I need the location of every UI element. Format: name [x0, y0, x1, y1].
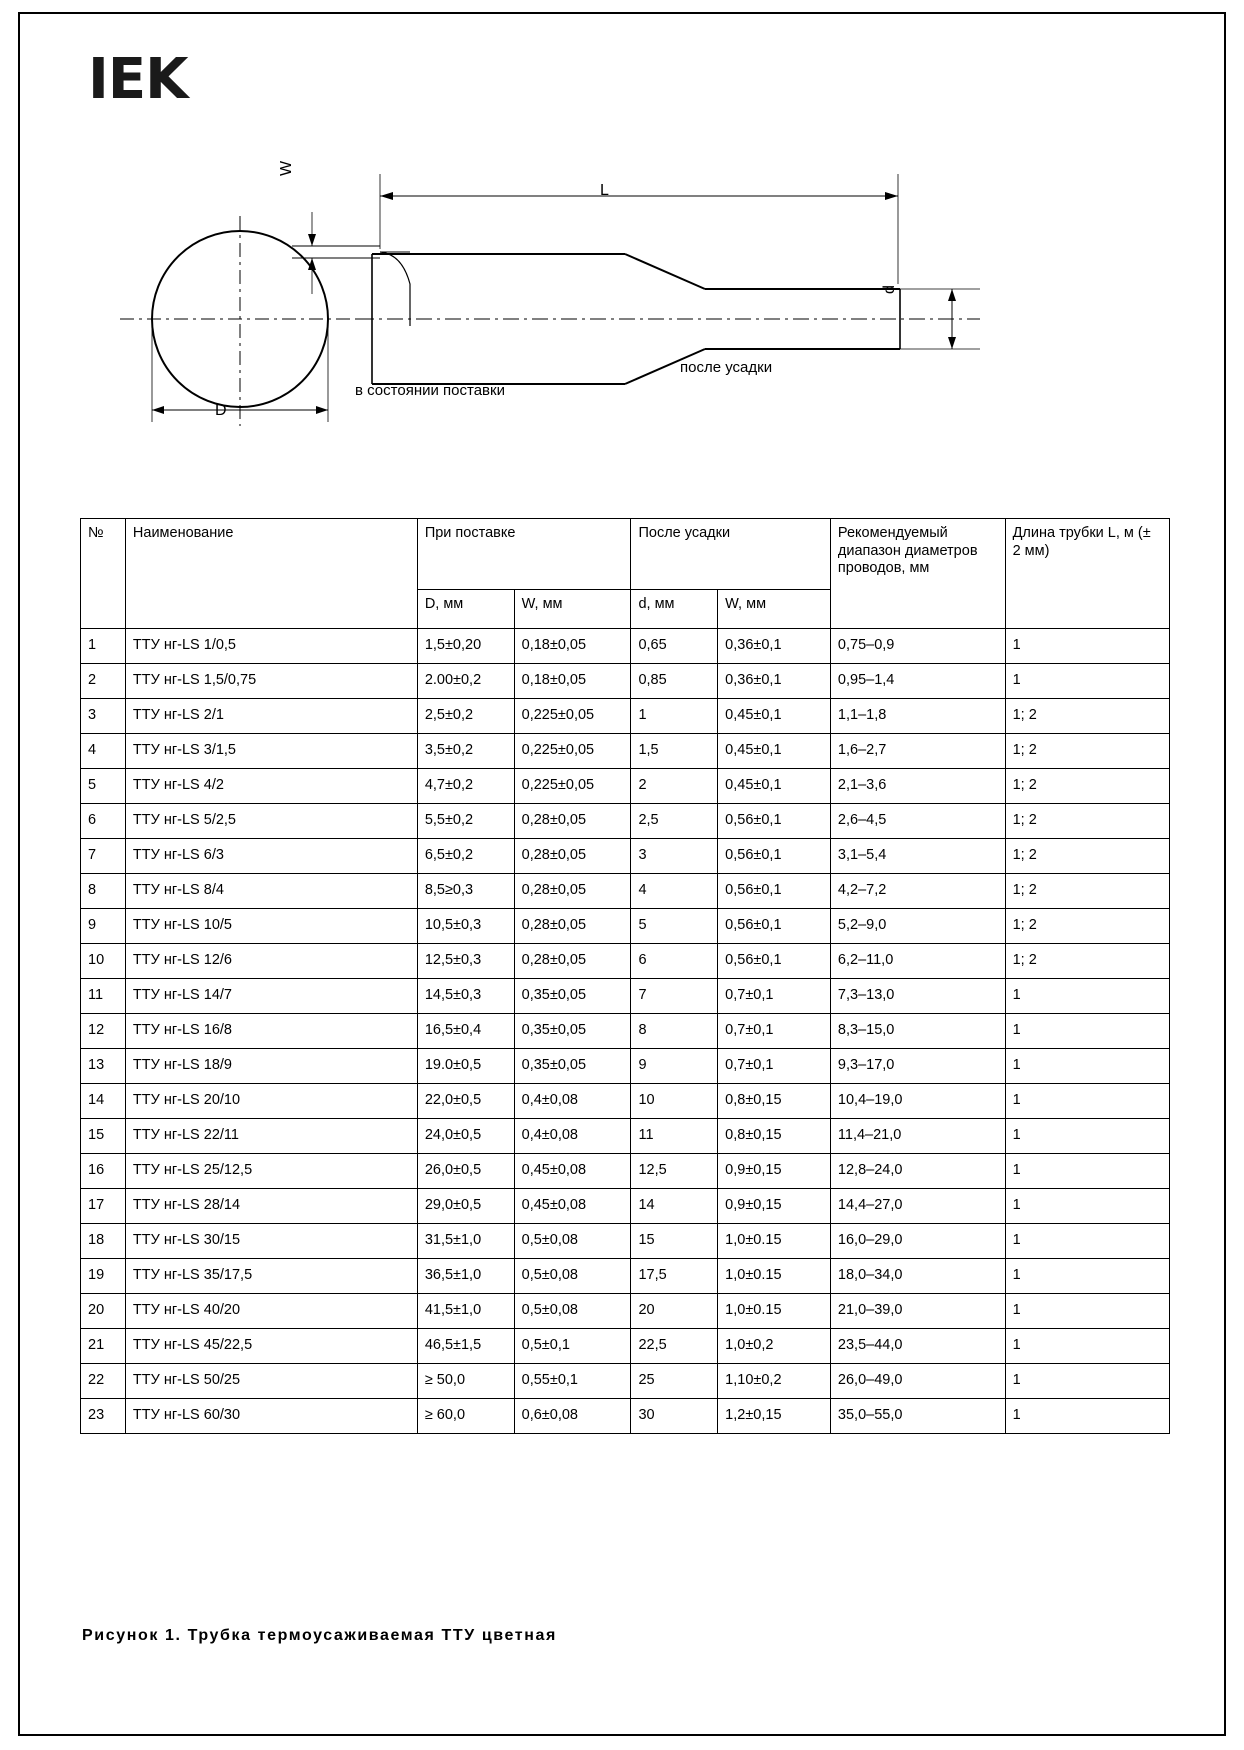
cell-d-supply: 12,5±0,3 — [417, 944, 514, 979]
cell-d-supply: 46,5±1,5 — [417, 1329, 514, 1364]
cell-number: 3 — [81, 699, 126, 734]
cell-w-shrunk: 1,0±0.15 — [718, 1259, 831, 1294]
cell-w-supply: 0,45±0,08 — [514, 1189, 631, 1224]
specification-table-wrapper — [80, 518, 1170, 1434]
product-diagram — [80, 154, 1080, 494]
cell-name: ТТУ нг-LS 40/20 — [125, 1294, 417, 1329]
cell-w-supply: 0,55±0,1 — [514, 1364, 631, 1399]
cell-d-supply: 3,5±0,2 — [417, 734, 514, 769]
cell-w-shrunk: 0,56±0,1 — [718, 839, 831, 874]
col-header-range: Рекомендуемый диапазон диаметров проводов, мм — [830, 519, 1005, 629]
cell-range: 11,4–21,0 — [830, 1119, 1005, 1154]
cell-d-supply: 1,5±0,20 — [417, 629, 514, 664]
table-row — [81, 1364, 1170, 1399]
cell-w-supply: 0,225±0,05 — [514, 769, 631, 804]
cell-name: ТТУ нг-LS 10/5 — [125, 909, 417, 944]
table-row — [81, 1084, 1170, 1119]
cell-range: 10,4–19,0 — [830, 1084, 1005, 1119]
cell-number: 4 — [81, 734, 126, 769]
cell-range: 8,3–15,0 — [830, 1014, 1005, 1049]
cell-name: ТТУ нг-LS 4/2 — [125, 769, 417, 804]
cell-d-shrunk: 1,5 — [631, 734, 718, 769]
cell-range: 18,0–34,0 — [830, 1259, 1005, 1294]
cell-number: 6 — [81, 804, 126, 839]
cell-d-supply: 2.00±0,2 — [417, 664, 514, 699]
table-row — [81, 979, 1170, 1014]
cell-number: 9 — [81, 909, 126, 944]
col-header-supply: При поставке — [417, 519, 631, 590]
cell-number: 2 — [81, 664, 126, 699]
cell-name: ТТУ нг-LS 1/0,5 — [125, 629, 417, 664]
cell-w-supply: 0,5±0,08 — [514, 1259, 631, 1294]
cell-d-supply: ≥ 60,0 — [417, 1399, 514, 1434]
table-row — [81, 1049, 1170, 1084]
cell-name: ТТУ нг-LS 60/30 — [125, 1399, 417, 1434]
cell-length: 1; 2 — [1005, 944, 1169, 979]
cell-d-supply: 10,5±0,3 — [417, 909, 514, 944]
cell-d-shrunk: 14 — [631, 1189, 718, 1224]
cell-w-supply: 0,4±0,08 — [514, 1119, 631, 1154]
cell-d-shrunk: 11 — [631, 1119, 718, 1154]
document-page — [18, 12, 1226, 1736]
table-header — [81, 519, 1170, 629]
cell-w-supply: 0,28±0,05 — [514, 804, 631, 839]
cell-number: 21 — [81, 1329, 126, 1364]
figure-label-d: d — [881, 285, 898, 294]
table-row — [81, 1399, 1170, 1434]
figure-label-supply-state: в состоянии поставки — [355, 382, 505, 399]
cell-name: ТТУ нг-LS 8/4 — [125, 874, 417, 909]
cell-length: 1 — [1005, 1364, 1169, 1399]
cell-d-shrunk: 25 — [631, 1364, 718, 1399]
cell-number: 23 — [81, 1399, 126, 1434]
cell-number: 12 — [81, 1014, 126, 1049]
cell-w-shrunk: 0,56±0,1 — [718, 909, 831, 944]
cell-range: 0,95–1,4 — [830, 664, 1005, 699]
cell-d-shrunk: 0,65 — [631, 629, 718, 664]
cell-d-supply: 5,5±0,2 — [417, 804, 514, 839]
cell-range: 35,0–55,0 — [830, 1399, 1005, 1434]
cell-w-supply: 0,28±0,05 — [514, 874, 631, 909]
cell-number: 22 — [81, 1364, 126, 1399]
cell-name: ТТУ нг-LS 45/22,5 — [125, 1329, 417, 1364]
cell-d-supply: 24,0±0,5 — [417, 1119, 514, 1154]
cell-number: 19 — [81, 1259, 126, 1294]
cell-name: ТТУ нг-LS 2/1 — [125, 699, 417, 734]
cell-w-supply: 0,35±0,05 — [514, 979, 631, 1014]
cell-range: 2,1–3,6 — [830, 769, 1005, 804]
col-header-number: № — [81, 519, 126, 629]
col-header-shrunk: После усадки — [631, 519, 830, 590]
cell-w-shrunk: 0,7±0,1 — [718, 1014, 831, 1049]
cell-range: 4,2–7,2 — [830, 874, 1005, 909]
cell-d-supply: 29,0±0,5 — [417, 1189, 514, 1224]
table-row — [81, 769, 1170, 804]
cell-range: 9,3–17,0 — [830, 1049, 1005, 1084]
cell-d-shrunk: 22,5 — [631, 1329, 718, 1364]
cell-d-supply: 8,5≥0,3 — [417, 874, 514, 909]
figure-caption: Рисунок 1. Трубка термоусаживаемая ТТУ цветная — [82, 1627, 557, 1644]
cell-w-shrunk: 1,0±0.15 — [718, 1224, 831, 1259]
cell-d-shrunk: 1 — [631, 699, 718, 734]
table-row — [81, 1154, 1170, 1189]
cell-w-supply: 0,4±0,08 — [514, 1084, 631, 1119]
cell-d-supply: 22,0±0,5 — [417, 1084, 514, 1119]
cell-w-shrunk: 0,9±0,15 — [718, 1189, 831, 1224]
cell-length: 1; 2 — [1005, 699, 1169, 734]
cell-length: 1 — [1005, 1224, 1169, 1259]
cell-range: 26,0–49,0 — [830, 1364, 1005, 1399]
cell-number: 16 — [81, 1154, 126, 1189]
cell-range: 0,75–0,9 — [830, 629, 1005, 664]
cell-number: 7 — [81, 839, 126, 874]
table-row — [81, 874, 1170, 909]
table-row — [81, 1119, 1170, 1154]
table-row — [81, 839, 1170, 874]
cell-length: 1; 2 — [1005, 909, 1169, 944]
cell-d-shrunk: 8 — [631, 1014, 718, 1049]
cell-w-supply: 0,45±0,08 — [514, 1154, 631, 1189]
cell-range: 7,3–13,0 — [830, 979, 1005, 1014]
cell-w-supply: 0,225±0,05 — [514, 734, 631, 769]
cell-d-supply: 41,5±1,0 — [417, 1294, 514, 1329]
cell-range: 3,1–5,4 — [830, 839, 1005, 874]
table-row — [81, 804, 1170, 839]
cell-w-supply: 0,5±0,08 — [514, 1294, 631, 1329]
cell-range: 14,4–27,0 — [830, 1189, 1005, 1224]
table-row — [81, 1189, 1170, 1224]
table-row — [81, 1014, 1170, 1049]
cell-length: 1; 2 — [1005, 874, 1169, 909]
cell-length: 1; 2 — [1005, 734, 1169, 769]
cell-number: 10 — [81, 944, 126, 979]
cell-w-supply: 0,225±0,05 — [514, 699, 631, 734]
table-body — [81, 629, 1170, 1434]
cell-d-supply: 19.0±0,5 — [417, 1049, 514, 1084]
cell-name: ТТУ нг-LS 50/25 — [125, 1364, 417, 1399]
table-header-row-1 — [81, 519, 1170, 590]
cell-range: 16,0–29,0 — [830, 1224, 1005, 1259]
cell-w-shrunk: 0,36±0,1 — [718, 664, 831, 699]
cell-number: 18 — [81, 1224, 126, 1259]
cell-d-shrunk: 10 — [631, 1084, 718, 1119]
cell-range: 6,2–11,0 — [830, 944, 1005, 979]
cell-number: 1 — [81, 629, 126, 664]
cell-range: 21,0–39,0 — [830, 1294, 1005, 1329]
col-header-d-shrunk: d, мм — [631, 590, 718, 629]
cell-d-shrunk: 9 — [631, 1049, 718, 1084]
cell-name: ТТУ нг-LS 1,5/0,75 — [125, 664, 417, 699]
table-row — [81, 1329, 1170, 1364]
cell-name: ТТУ нг-LS 6/3 — [125, 839, 417, 874]
table-row — [81, 734, 1170, 769]
cell-length: 1 — [1005, 1084, 1169, 1119]
cell-w-shrunk: 0,56±0,1 — [718, 804, 831, 839]
cell-w-shrunk: 0,36±0,1 — [718, 629, 831, 664]
cell-name: ТТУ нг-LS 35/17,5 — [125, 1259, 417, 1294]
table-row — [81, 629, 1170, 664]
cell-number: 14 — [81, 1084, 126, 1119]
figure-label-D: D — [215, 402, 227, 419]
cell-length: 1; 2 — [1005, 769, 1169, 804]
cell-w-shrunk: 0,45±0,1 — [718, 734, 831, 769]
cell-w-supply: 0,35±0,05 — [514, 1049, 631, 1084]
cell-w-shrunk: 1,0±0,2 — [718, 1329, 831, 1364]
cell-number: 15 — [81, 1119, 126, 1154]
cell-d-supply: 14,5±0,3 — [417, 979, 514, 1014]
table-row — [81, 1294, 1170, 1329]
iek-logo: IEK — [88, 47, 188, 112]
cell-length: 1 — [1005, 1189, 1169, 1224]
cell-range: 1,6–2,7 — [830, 734, 1005, 769]
cell-range: 5,2–9,0 — [830, 909, 1005, 944]
cell-length: 1; 2 — [1005, 804, 1169, 839]
cell-name: ТТУ нг-LS 22/11 — [125, 1119, 417, 1154]
cell-w-supply: 0,6±0,08 — [514, 1399, 631, 1434]
cell-w-supply: 0,28±0,05 — [514, 944, 631, 979]
cell-w-shrunk: 0,9±0,15 — [718, 1154, 831, 1189]
cell-name: ТТУ нг-LS 12/6 — [125, 944, 417, 979]
cell-d-shrunk: 2,5 — [631, 804, 718, 839]
cell-name: ТТУ нг-LS 28/14 — [125, 1189, 417, 1224]
cell-d-shrunk: 5 — [631, 909, 718, 944]
table-row — [81, 909, 1170, 944]
cell-range: 1,1–1,8 — [830, 699, 1005, 734]
cell-length: 1 — [1005, 1259, 1169, 1294]
cell-number: 13 — [81, 1049, 126, 1084]
cell-name: ТТУ нг-LS 25/12,5 — [125, 1154, 417, 1189]
figure-label-shrunk-state: после усадки — [680, 359, 773, 376]
table-row — [81, 944, 1170, 979]
cell-d-shrunk: 2 — [631, 769, 718, 804]
cell-w-shrunk: 0,45±0,1 — [718, 699, 831, 734]
cell-w-supply: 0,18±0,05 — [514, 629, 631, 664]
table-row — [81, 699, 1170, 734]
cell-w-shrunk: 0,7±0,1 — [718, 1049, 831, 1084]
cell-w-shrunk: 0,56±0,1 — [718, 944, 831, 979]
cell-w-shrunk: 0,7±0,1 — [718, 979, 831, 1014]
cell-length: 1 — [1005, 1154, 1169, 1189]
cell-d-supply: 2,5±0,2 — [417, 699, 514, 734]
cell-d-supply: 4,7±0,2 — [417, 769, 514, 804]
cell-d-supply: 26,0±0,5 — [417, 1154, 514, 1189]
cell-w-shrunk: 1,0±0.15 — [718, 1294, 831, 1329]
cell-range: 23,5–44,0 — [830, 1329, 1005, 1364]
cell-w-shrunk: 0,45±0,1 — [718, 769, 831, 804]
col-header-w-supply: W, мм — [514, 590, 631, 629]
table-row — [81, 664, 1170, 699]
cell-d-shrunk: 12,5 — [631, 1154, 718, 1189]
cell-d-shrunk: 20 — [631, 1294, 718, 1329]
cell-d-supply: 16,5±0,4 — [417, 1014, 514, 1049]
cell-d-shrunk: 4 — [631, 874, 718, 909]
figure-label-length: L — [600, 182, 609, 199]
cell-number: 20 — [81, 1294, 126, 1329]
cell-range: 12,8–24,0 — [830, 1154, 1005, 1189]
cell-d-supply: 6,5±0,2 — [417, 839, 514, 874]
cell-w-shrunk: 0,56±0,1 — [718, 874, 831, 909]
cell-name: ТТУ нг-LS 20/10 — [125, 1084, 417, 1119]
cell-d-shrunk: 15 — [631, 1224, 718, 1259]
cell-w-supply: 0,28±0,05 — [514, 839, 631, 874]
cell-length: 1 — [1005, 664, 1169, 699]
cell-number: 5 — [81, 769, 126, 804]
cell-w-shrunk: 0,8±0,15 — [718, 1084, 831, 1119]
cell-w-supply: 0,5±0,08 — [514, 1224, 631, 1259]
cell-d-shrunk: 0,85 — [631, 664, 718, 699]
cell-length: 1 — [1005, 1399, 1169, 1434]
cell-length: 1 — [1005, 1014, 1169, 1049]
col-header-length: Длина трубки L, м (± 2 мм) — [1005, 519, 1169, 629]
cell-length: 1 — [1005, 1119, 1169, 1154]
cell-d-shrunk: 6 — [631, 944, 718, 979]
cell-w-supply: 0,18±0,05 — [514, 664, 631, 699]
cell-range: 2,6–4,5 — [830, 804, 1005, 839]
col-header-name: Наименование — [125, 519, 417, 629]
col-header-d-supply: D, мм — [417, 590, 514, 629]
cell-length: 1 — [1005, 1049, 1169, 1084]
cell-length: 1 — [1005, 1329, 1169, 1364]
cell-name: ТТУ нг-LS 18/9 — [125, 1049, 417, 1084]
col-header-w-shrunk: W, мм — [718, 590, 831, 629]
cell-d-shrunk: 7 — [631, 979, 718, 1014]
cell-length: 1 — [1005, 1294, 1169, 1329]
cell-d-supply: ≥ 50,0 — [417, 1364, 514, 1399]
cell-number: 8 — [81, 874, 126, 909]
cell-w-supply: 0,28±0,05 — [514, 909, 631, 944]
cell-name: ТТУ нг-LS 16/8 — [125, 1014, 417, 1049]
cell-w-supply: 0,35±0,05 — [514, 1014, 631, 1049]
cell-name: ТТУ нг-LS 30/15 — [125, 1224, 417, 1259]
figure-label-W: W — [278, 160, 295, 176]
cell-w-shrunk: 0,8±0,15 — [718, 1119, 831, 1154]
cell-w-shrunk: 1,10±0,2 — [718, 1364, 831, 1399]
cell-name: ТТУ нг-LS 5/2,5 — [125, 804, 417, 839]
specification-table — [80, 518, 1170, 1434]
cell-d-shrunk: 17,5 — [631, 1259, 718, 1294]
cell-number: 17 — [81, 1189, 126, 1224]
cell-d-supply: 36,5±1,0 — [417, 1259, 514, 1294]
cell-d-supply: 31,5±1,0 — [417, 1224, 514, 1259]
table-row — [81, 1224, 1170, 1259]
table-row — [81, 1259, 1170, 1294]
cell-length: 1; 2 — [1005, 839, 1169, 874]
cell-w-supply: 0,5±0,1 — [514, 1329, 631, 1364]
cell-length: 1 — [1005, 979, 1169, 1014]
cell-w-shrunk: 1,2±0,15 — [718, 1399, 831, 1434]
cell-name: ТТУ нг-LS 14/7 — [125, 979, 417, 1014]
cell-name: ТТУ нг-LS 3/1,5 — [125, 734, 417, 769]
cell-d-shrunk: 3 — [631, 839, 718, 874]
cell-number: 11 — [81, 979, 126, 1014]
cell-d-shrunk: 30 — [631, 1399, 718, 1434]
cell-length: 1 — [1005, 629, 1169, 664]
